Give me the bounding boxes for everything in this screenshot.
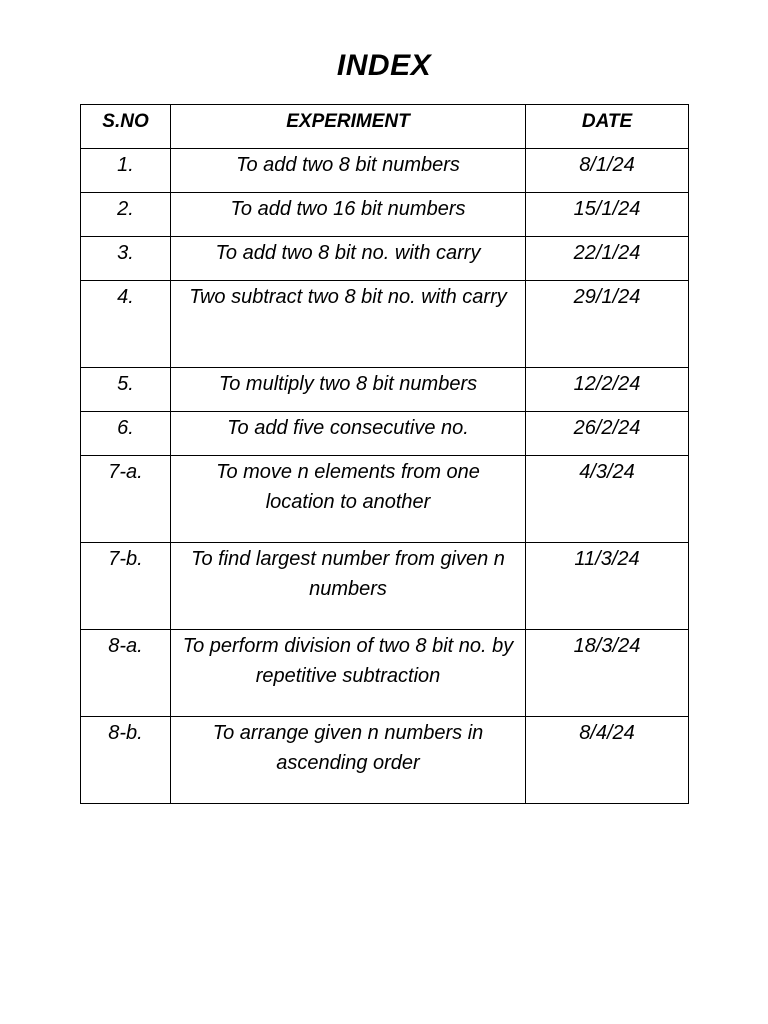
cell-date: 12/2/24 xyxy=(526,368,689,412)
cell-sno: 7-a. xyxy=(81,456,171,543)
cell-sno: 8-a. xyxy=(81,630,171,717)
cell-experiment: To add two 8 bit numbers xyxy=(171,149,526,193)
cell-sno: 5. xyxy=(81,368,171,412)
cell-experiment: To find largest number from given n numbers xyxy=(171,543,526,630)
cell-date: 4/3/24 xyxy=(526,456,689,543)
table-row xyxy=(81,630,689,717)
cell-sno: 8-b. xyxy=(81,717,171,804)
cell-experiment: To add two 8 bit no. with carry xyxy=(171,237,526,281)
cell-sno: 4. xyxy=(81,281,171,368)
cell-date: 18/3/24 xyxy=(526,630,689,717)
cell-sno: 1. xyxy=(81,149,171,193)
column-header-experiment: EXPERIMENT xyxy=(171,105,526,149)
page-title: INDEX xyxy=(336,49,432,82)
cell-date: 11/3/24 xyxy=(526,543,689,630)
cell-experiment: Two subtract two 8 bit no. with carry xyxy=(171,281,526,368)
cell-experiment: To arrange given n numbers in ascending order xyxy=(171,717,526,804)
cell-date: 26/2/24 xyxy=(526,412,689,456)
cell-experiment: To add five consecutive no. xyxy=(171,412,526,456)
cell-experiment: To move n elements from one location to another xyxy=(171,456,526,543)
index-table xyxy=(80,104,689,804)
table-row xyxy=(81,543,689,630)
cell-sno: 3. xyxy=(81,237,171,281)
column-header-date: DATE xyxy=(526,105,689,149)
table-row xyxy=(81,149,689,193)
table-row xyxy=(81,193,689,237)
cell-date: 29/1/24 xyxy=(526,281,689,368)
header-row xyxy=(81,105,689,149)
table-row xyxy=(81,717,689,804)
cell-sno: 7-b. xyxy=(81,543,171,630)
cell-date: 8/1/24 xyxy=(526,149,689,193)
cell-experiment: To add two 16 bit numbers xyxy=(171,193,526,237)
cell-experiment: To multiply two 8 bit numbers xyxy=(171,368,526,412)
cell-date: 22/1/24 xyxy=(526,237,689,281)
table-row xyxy=(81,237,689,281)
table-row xyxy=(81,281,689,368)
table-row xyxy=(81,368,689,412)
cell-date: 8/4/24 xyxy=(526,717,689,804)
column-header-sno: S.NO xyxy=(81,105,171,149)
cell-sno: 6. xyxy=(81,412,171,456)
table-row xyxy=(81,412,689,456)
cell-date: 15/1/24 xyxy=(526,193,689,237)
table-row xyxy=(81,456,689,543)
cell-experiment: To perform division of two 8 bit no. by repetitive subtraction xyxy=(171,630,526,717)
cell-sno: 2. xyxy=(81,193,171,237)
